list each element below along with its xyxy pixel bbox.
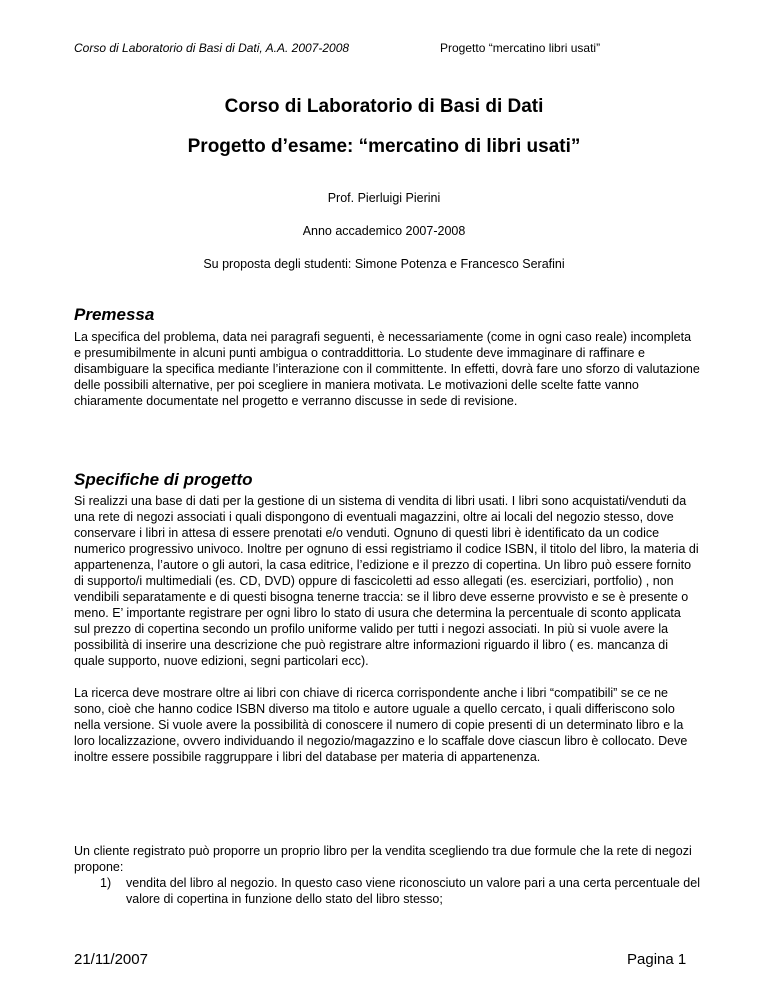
- specifiche-paragraph-2: La ricerca deve mostrare oltre ai libri con chiave di ricerca corrispondente anche i libri “compatibili” se ce ne sono, cioè che hanno codice ISBN diverso ma titolo e autore uguale a quello cercato, i quali differiscono solo nella versione. Si vuole avere la possibilità di conoscere il numero di copie presenti di un determinato libro e la loro localizzazione, ovvero individuando il negozio/magazzino e lo scaffale dove ciascun libro è collocato. Deve inoltre essere possibile raggruppare i libri del database per materia di appartenenza.: [74, 686, 688, 764]
- proposal-credits: Su proposta degli studenti: Simone Potenza e Francesco Serafini: [203, 257, 565, 271]
- list-item: [100, 875, 700, 907]
- document-subtitle: Progetto d’esame: “mercatino di libri usati”: [187, 136, 581, 157]
- section-heading-specifiche: Specifiche di progetto: [74, 470, 253, 489]
- header-course: Corso di Laboratorio di Basi di Dati, A.A. 2007-2008: [74, 41, 350, 55]
- footer-page-number: Pagina 1: [627, 951, 687, 968]
- footer-date: 21/11/2007: [74, 951, 148, 968]
- academic-year: Anno accademico 2007-2008: [302, 224, 466, 238]
- premessa-paragraph: La specifica del problema, data nei paragrafi seguenti, è necessariamente (come in ogni caso reale) incompleta e presumibilmente in alcuni punti ambigua o contraddittoria. Lo studente deve immaginare di raffinare e disambiguare la specifica mediante l’interazione con il committente. In effetti, dovrà fare uno sforzo di valutazione delle possibili alternative, per poi scegliere in maniera motivata. Le motivazioni delle scelte fatte vanno chiaramente documentate nel progetto e verranno discusse in sede di revisione.: [74, 330, 700, 408]
- section-heading-premessa: Premessa: [74, 305, 155, 324]
- list-item-text: vendita del libro al negozio. In questo caso viene riconosciuto un valore pari a una certa percentuale del valore di copertina in funzione dello stato del libro stesso;: [126, 876, 700, 906]
- professor-name: Prof. Pierluigi Pierini: [327, 191, 441, 205]
- specifiche-paragraph-3: Un cliente registrato può proporre un proprio libro per la vendita scegliendo tra due formule che la rete di negozi propone:: [74, 844, 692, 874]
- header-project: Progetto “mercatino libri usati”: [440, 41, 601, 55]
- document-title: Corso di Laboratorio di Basi di Dati: [224, 96, 544, 117]
- list-item-number: 1): [100, 876, 112, 890]
- specifiche-paragraph-1: Si realizzi una base di dati per la gestione di un sistema di vendita di libri usati. I libri sono acquistati/venduti da una rete di negozi associati i quali dispongono di eventuali magazzini, oltre ai locali del negozio stesso, dove conservare i libri in attesa di essere prenotati e/o venduti. Ognuno di questi libri è identificato da un codice numerico progressivo univoco. Inoltre per ognuno di essi registriamo il codice ISBN, il titolo del libro, la materia di appartenenza, l’autore o gli autori, la casa editrice, l’edizione e il prezzo di copertina. Un libro può essere fornito di supporto/i multimediali (es. CD, DVD) oppure di fascicoletti ad esso allegati (es. eserciziari, portfolio) , non vendibili separatamente e di questi bisogna tenerne traccia: se il libro deve esserne provvisto e se è presente o meno. E’ importante registrare per ogni libro lo stato di usura che determina la percentuale di sconto applicata sul prezzo di copertina secondo un profilo uniforme valido per tutti i negozi associati. In più si vuole avere la possibilità di inserire una descrizione che può registrare altre informazioni riguardo il libro ( es. mancanza di quale supporto, nuove edizioni, segni particolari ecc).: [74, 494, 699, 668]
